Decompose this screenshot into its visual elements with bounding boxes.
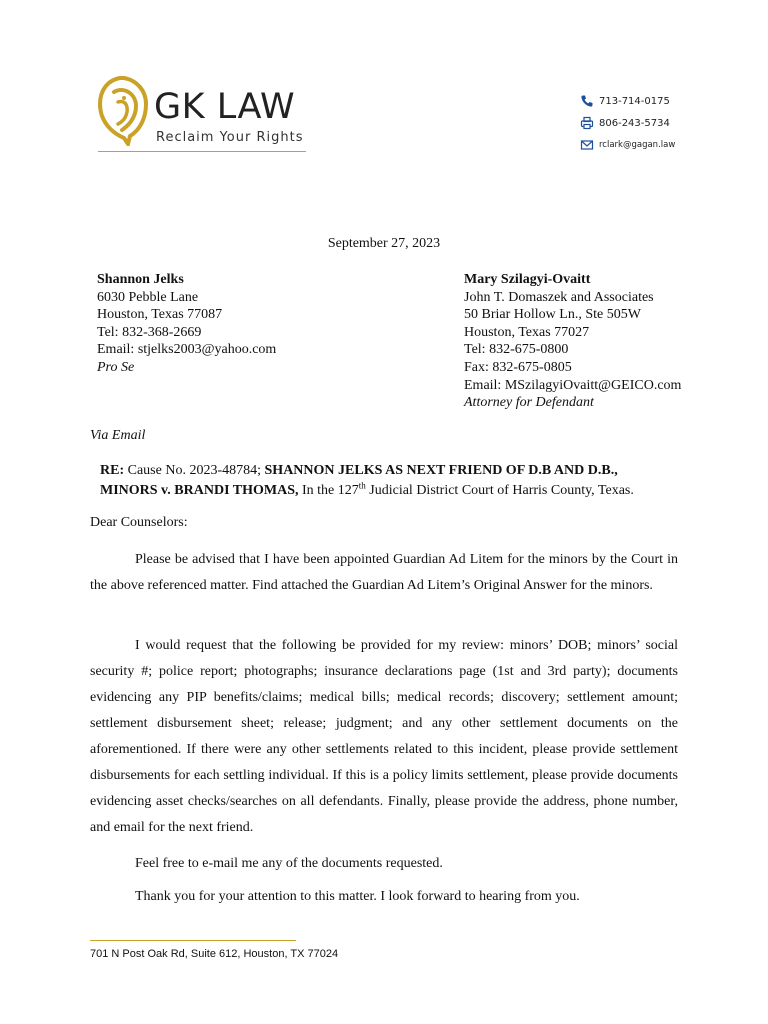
address-line: 50 Briar Hollow Ln., Ste 505W: [464, 307, 641, 323]
recipient-role: Pro Se: [97, 359, 135, 375]
contact-fax: [580, 112, 760, 134]
fax-number: 806-243-5734: [599, 117, 670, 129]
contact-phone: [580, 90, 760, 112]
address-line: Fax: 832-675-0805: [464, 359, 572, 375]
recipient-name: Shannon Jelks: [97, 272, 184, 287]
lion-logo-icon: [94, 74, 150, 146]
address-line: Tel: 832-368-2669: [97, 324, 202, 340]
re-label: RE:: [100, 463, 125, 478]
body-paragraph: [90, 851, 678, 877]
address-line: 6030 Pebble Lane: [97, 289, 199, 305]
re-line-2: [100, 481, 634, 501]
paragraph-text: Feel free to e-mail me any of the documents requested.: [135, 856, 443, 871]
recipient-right: [464, 271, 681, 412]
address-line: Email: MSzilagyiOvaitt@GEICO.com: [464, 377, 682, 393]
salutation: Dear Counselors:: [90, 515, 188, 530]
footer-divider: [90, 940, 296, 941]
recipient-name: Mary Szilagyi-Ovaitt: [464, 272, 591, 287]
address-line: Houston, Texas 77087: [97, 307, 223, 323]
body-paragraph: [90, 633, 678, 841]
paragraph-text: Thank you for your attention to this matter. I look forward to hearing from you.: [135, 889, 580, 904]
recipient-left: [97, 271, 276, 377]
phone-icon: [580, 94, 594, 108]
body-paragraph: [90, 884, 678, 910]
email-address: rclark@gagan.law: [599, 140, 676, 150]
court-pre: In the 127: [298, 483, 359, 498]
delivery-method: Via Email: [90, 428, 146, 443]
recipient-role: Attorney for Defendant: [464, 395, 594, 411]
contact-email: [580, 134, 760, 156]
re-line: [100, 461, 634, 501]
cause-number: Cause No. 2023-48784;: [124, 463, 265, 478]
firm-name: GK LAW: [154, 87, 296, 127]
fax-icon: [580, 116, 594, 130]
address-line: Tel: 832-675-0800: [464, 342, 569, 358]
court-sup: th: [358, 480, 366, 491]
firm-logo: [94, 74, 309, 156]
footer-address: 701 N Post Oak Rd, Suite 612, Houston, TX 77024: [90, 948, 339, 960]
phone-number: 713-714-0175: [599, 95, 670, 107]
case-title-1: SHANNON JELKS AS NEXT FRIEND OF D.B AND D.B.,: [264, 463, 618, 478]
contact-block: [580, 90, 760, 156]
body-paragraph: [90, 547, 678, 599]
court-post: Judicial District Court of Harris County, Texas.: [365, 483, 634, 498]
logo-divider: [98, 151, 306, 152]
paragraph-text: I would request that the following be provided for my review: minors’ DOB; minors’ social security #; police report; photographs; insurance declarations page (1st and 3rd party); documents evidencing any PIP benefits/claims; medical bills; medical records; discovery; settlement amount; settlement disbursement sheet; release; judgment; and any other settlement documents on the aforementioned. If there were any other settlements related to this incident, please provide settlement disbursements for each settling individual. If this is a policy limits settlement, please provide documents evidencing asset checks/searches on all defendants. Finally, please provide the address, phone number, and email for the next friend.: [90, 638, 678, 835]
letter-date: September 27, 2023: [327, 236, 441, 251]
firm-tagline: Reclaim Your Rights: [156, 130, 304, 145]
paragraph-text: Please be advised that I have been appointed Guardian Ad Litem for the minors by the Court in the above referenced matter. Find attached the Guardian Ad Litem’s Original Answer for the minors.: [90, 552, 678, 593]
address-line: Houston, Texas 77027: [464, 324, 590, 340]
case-title-2: MINORS v. BRANDI THOMAS,: [100, 483, 299, 498]
re-line-1: [100, 461, 634, 481]
address-line: John T. Domaszek and Associates: [464, 289, 654, 305]
email-icon: [580, 138, 594, 152]
address-line: Email: stjelks2003@yahoo.com: [97, 342, 277, 358]
